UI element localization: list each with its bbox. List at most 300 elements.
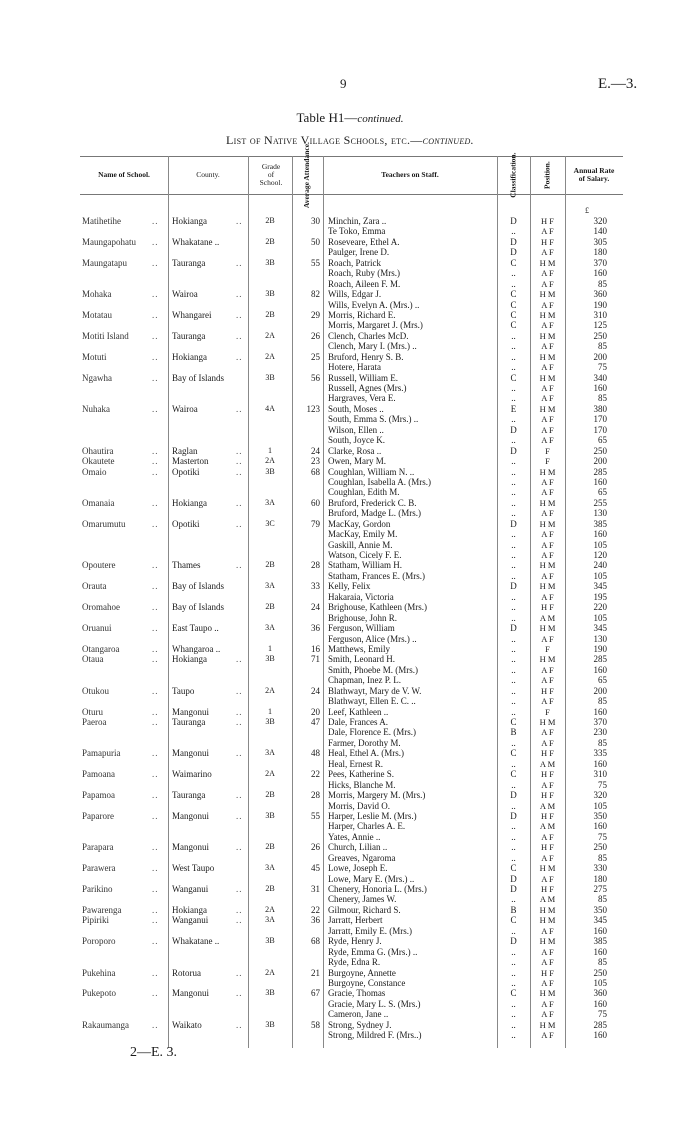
- salary: 75: [598, 779, 607, 790]
- table-row: [80, 519, 623, 529]
- classification: D: [510, 873, 517, 884]
- teacher-name: Watson, Cicely F. E.: [328, 550, 402, 560]
- position: H F: [541, 810, 554, 821]
- grade: 2B: [265, 884, 275, 893]
- salary: 85: [598, 341, 607, 352]
- average-attendance: 25: [311, 351, 320, 362]
- grade: 2A: [265, 685, 275, 695]
- salary: 285: [593, 466, 607, 477]
- teacher-name: Church, Lilian ..: [328, 842, 388, 853]
- position: A F: [541, 675, 554, 686]
- classification: ..: [511, 341, 516, 352]
- teacher-name: Coughlan, Edith M.: [328, 487, 400, 498]
- grade: 3B: [265, 289, 275, 299]
- salary: 105: [593, 612, 607, 623]
- teacher-name: Hakaraia, Victoria: [328, 591, 394, 602]
- table-row: [80, 258, 623, 268]
- classification: ..: [511, 362, 516, 373]
- position: A M: [539, 821, 556, 832]
- table-row: [80, 717, 623, 727]
- classification: C: [510, 769, 517, 780]
- position: H M: [539, 560, 556, 571]
- school-name: Paeroa ..: [82, 717, 166, 727]
- table-row: [80, 498, 623, 508]
- county: Hokianga ..: [172, 352, 250, 362]
- table-row: [80, 352, 623, 362]
- position: H M: [539, 289, 556, 300]
- teacher-name: Heal, Ethel A. (Mrs.): [328, 748, 404, 759]
- grade: 2A: [265, 904, 275, 914]
- salary: 160: [593, 706, 607, 717]
- salary: 75: [598, 831, 607, 842]
- teacher-name: Smith, Phoebe M. (Mrs.): [328, 664, 418, 675]
- school-name: Pamoana ..: [82, 769, 166, 779]
- teacher-name: Gracie, Mary L. S. (Mrs.): [328, 998, 421, 1009]
- salary: 380: [593, 403, 607, 414]
- table-row: [80, 435, 623, 445]
- classification: C: [510, 320, 517, 331]
- position: A F: [541, 320, 554, 331]
- average-attendance: 30: [311, 216, 320, 226]
- average-attendance: 26: [311, 842, 320, 853]
- salary: 385: [593, 936, 607, 947]
- table-subtitle: [0, 133, 700, 148]
- classification: ..: [511, 706, 516, 717]
- county: Hokianga ..: [172, 498, 250, 508]
- classification: C: [510, 299, 517, 310]
- table-row: [80, 508, 623, 518]
- average-attendance: 16: [311, 643, 320, 654]
- teacher-name: Ferguson, William: [328, 623, 395, 634]
- classification: ..: [511, 842, 516, 853]
- table-row: [80, 832, 623, 842]
- average-attendance: 79: [311, 518, 320, 529]
- table-body: [80, 216, 623, 1041]
- salary: 350: [593, 810, 607, 821]
- position: A F: [541, 957, 554, 968]
- position: H M: [539, 518, 556, 529]
- teacher-name: MacKay, Gordon: [328, 518, 391, 529]
- position: H M: [539, 988, 556, 999]
- header-name-of-school: Name of School.: [98, 169, 150, 179]
- teacher-name: Lowe, Joseph E.: [328, 863, 388, 874]
- classification: ..: [511, 1009, 516, 1020]
- county: Wairoa ..: [172, 289, 250, 299]
- classification: C: [510, 289, 517, 300]
- position: A F: [541, 570, 554, 581]
- teacher-name: Russell, Agnes (Mrs.): [328, 383, 407, 393]
- salary: 350: [593, 904, 607, 915]
- classification: ..: [511, 831, 516, 842]
- classification: ..: [511, 466, 516, 477]
- county: Rotorua ..: [172, 968, 250, 978]
- position: F: [545, 706, 550, 717]
- position: A F: [541, 946, 554, 957]
- position: H M: [539, 654, 556, 665]
- classification: ..: [511, 268, 516, 279]
- table-row: [80, 926, 623, 936]
- position: A F: [541, 727, 554, 738]
- school-name: Motiti Island ..: [82, 331, 166, 341]
- average-attendance: 24: [311, 685, 320, 696]
- header-bottom-rule: [80, 194, 623, 195]
- grade: 4A: [265, 403, 275, 413]
- position: A F: [541, 550, 554, 560]
- table-row: [80, 362, 623, 372]
- county: Opotiki ..: [172, 467, 250, 477]
- position: A F: [541, 226, 554, 237]
- table-row: [80, 968, 623, 978]
- county: Masterton ..: [172, 456, 250, 466]
- average-attendance: 55: [311, 257, 320, 268]
- table-row: [80, 842, 623, 852]
- grade: 2B: [265, 842, 275, 852]
- grade: 3B: [265, 1019, 275, 1029]
- county: Hokianga ..: [172, 905, 250, 915]
- classification: D: [510, 790, 517, 801]
- teacher-name: Roseveare, Ethel A.: [328, 236, 400, 247]
- classification: B: [510, 904, 517, 915]
- classification: ..: [511, 643, 516, 654]
- position: A F: [541, 977, 554, 988]
- header-grade: Grade of School.: [259, 161, 283, 188]
- school-name: Motatau ..: [82, 310, 166, 320]
- grade: 1: [268, 706, 272, 716]
- teacher-name: Wills, Edgar J.: [328, 289, 382, 300]
- salary: 160: [593, 946, 607, 957]
- table-row: [80, 894, 623, 904]
- table-row: [80, 310, 623, 320]
- grade: 2B: [265, 309, 275, 319]
- table-row: [80, 1009, 623, 1019]
- table-row: [80, 863, 623, 873]
- average-attendance: 29: [311, 309, 320, 320]
- teacher-name: Heal, Ernest R.: [328, 758, 383, 769]
- county: Tauranga ..: [172, 331, 250, 341]
- table-row: [80, 456, 623, 466]
- county: Hokianga ..: [172, 216, 250, 226]
- salary: 105: [593, 800, 607, 811]
- grade: 3C: [265, 518, 275, 528]
- average-attendance: 67: [311, 988, 320, 999]
- teacher-name: Blathwayt, Mary de V. W.: [328, 685, 422, 696]
- table-row: [80, 696, 623, 706]
- teacher-name: Chapman, Inez P. L.: [328, 675, 401, 686]
- table-row: [80, 341, 623, 351]
- teacher-name: Clarke, Rosa ..: [328, 445, 382, 456]
- table-row: [80, 592, 623, 602]
- teacher-name: Dale, Frances A.: [328, 717, 388, 727]
- grade: 3B: [265, 988, 275, 998]
- salary: 160: [593, 268, 607, 279]
- county: Whangaroa ..: [172, 643, 221, 654]
- table-row: [80, 978, 623, 988]
- salary: 160: [593, 925, 607, 936]
- grade: 2B: [265, 790, 275, 800]
- salary: 160: [593, 383, 607, 393]
- teacher-name: Morris, Margaret J. (Mrs.): [328, 320, 423, 331]
- teacher-name: Gracie, Thomas: [328, 988, 386, 999]
- classification: ..: [511, 664, 516, 675]
- position: H M: [539, 497, 556, 508]
- table-row: [80, 320, 623, 330]
- classification: C: [510, 257, 517, 268]
- salary: 200: [593, 456, 607, 467]
- county: Wanganui ..: [172, 884, 250, 894]
- salary: 105: [593, 977, 607, 988]
- average-attendance: 24: [311, 445, 320, 456]
- salary: 345: [593, 915, 607, 926]
- table-row: [80, 957, 623, 967]
- teacher-name: Ferguson, Alice (Mrs.) ..: [328, 633, 417, 644]
- salary: 160: [593, 758, 607, 769]
- position: A F: [541, 737, 554, 748]
- teacher-name: Burgoyne, Annette: [328, 967, 396, 978]
- salary: 310: [593, 309, 607, 320]
- table-row: [80, 988, 623, 998]
- position: H F: [541, 216, 554, 226]
- classification: ..: [511, 925, 516, 936]
- county: Taupo ..: [172, 686, 250, 696]
- teacher-name: Wills, Evelyn A. (Mrs.) ..: [328, 299, 420, 310]
- table-row: [80, 529, 623, 539]
- position: H M: [539, 372, 556, 383]
- teacher-name: Bruford, Frederick C. B.: [328, 497, 417, 508]
- county: Wanganui ..: [172, 915, 250, 925]
- position: A F: [541, 925, 554, 936]
- county: Mangonui ..: [172, 707, 250, 717]
- teacher-name: Bruford, Madge L. (Mrs.): [328, 508, 421, 519]
- teacher-name: Greaves, Ngaroma: [328, 852, 396, 863]
- position: A F: [541, 278, 554, 289]
- county: Tauranga ..: [172, 258, 250, 268]
- table-row: [80, 467, 623, 477]
- average-attendance: 28: [311, 790, 320, 801]
- county: Whakatane ..: [172, 236, 220, 247]
- grade: 3A: [265, 497, 275, 507]
- position: A F: [541, 247, 554, 258]
- position: H M: [539, 330, 556, 341]
- table-row: [80, 404, 623, 414]
- county: Tauranga ..: [172, 790, 250, 800]
- table-row: [80, 237, 623, 247]
- teacher-name: Hotere, Harata: [328, 362, 381, 373]
- salary: 255: [593, 497, 607, 508]
- position: H M: [539, 936, 556, 947]
- table-row: [80, 331, 623, 341]
- table-row: [80, 874, 623, 884]
- teacher-name: Roach, Aileen F. M.: [328, 278, 401, 289]
- table-row: [80, 550, 623, 560]
- salary: 285: [593, 1019, 607, 1030]
- position: A M: [539, 800, 556, 811]
- table-row: [80, 905, 623, 915]
- position: H M: [539, 623, 556, 634]
- table-row: [80, 446, 623, 456]
- classification: D: [510, 884, 517, 894]
- salary: 180: [593, 247, 607, 258]
- position: A M: [539, 894, 556, 905]
- teacher-name: Blathwayt, Ellen E. C. ..: [328, 696, 416, 707]
- county: East Taupo ..: [172, 623, 219, 634]
- salary: 250: [593, 445, 607, 456]
- teacher-name: Chenery, James W.: [328, 894, 397, 905]
- average-attendance: 21: [311, 967, 320, 978]
- table-row: [80, 769, 623, 779]
- table-row: [80, 1020, 623, 1030]
- classification: ..: [511, 654, 516, 665]
- classification: ..: [511, 894, 516, 905]
- table-row: [80, 801, 623, 811]
- school-name: Pukepoto ..: [82, 988, 166, 998]
- table-row: [80, 1030, 623, 1040]
- table-row: [80, 623, 623, 633]
- position: A F: [541, 1009, 554, 1020]
- position: A F: [541, 414, 554, 425]
- classification: ..: [511, 946, 516, 957]
- classification: ..: [511, 612, 516, 623]
- teacher-name: Strong, Sydney J.: [328, 1019, 392, 1030]
- school-name: Opoutere ..: [82, 560, 166, 570]
- currency-symbol: £: [585, 206, 589, 215]
- grade: 2B: [265, 236, 275, 246]
- classification: ..: [511, 456, 516, 467]
- position: A F: [541, 1030, 554, 1041]
- average-attendance: 123: [306, 403, 320, 414]
- teacher-name: Wilson, Ellen ..: [328, 424, 384, 435]
- teacher-name: Chenery, Honoria L. (Mrs.): [328, 884, 427, 894]
- county: Mangonui ..: [172, 811, 250, 821]
- teacher-name: Morris, David O.: [328, 800, 390, 811]
- school-name: Maungapohatu ..: [82, 237, 166, 247]
- table-row: [80, 216, 623, 226]
- classification: ..: [511, 821, 516, 832]
- table-row: [80, 853, 623, 863]
- table-row: [80, 707, 623, 717]
- average-attendance: 50: [311, 236, 320, 247]
- salary: 240: [593, 560, 607, 571]
- teacher-name: Ryde, Henry J.: [328, 936, 382, 947]
- position: A F: [541, 508, 554, 519]
- table-row: [80, 727, 623, 737]
- table-row: [80, 425, 623, 435]
- classification: C: [510, 717, 517, 727]
- table-row: [80, 759, 623, 769]
- salary: 180: [593, 873, 607, 884]
- table-row: [80, 268, 623, 278]
- school-name: Ngawha ..: [82, 373, 166, 383]
- table-row: [80, 571, 623, 581]
- grade: 3B: [265, 372, 275, 382]
- position: A F: [541, 268, 554, 279]
- teacher-name: Morris, Richard E.: [328, 309, 396, 320]
- average-attendance: 26: [311, 330, 320, 341]
- table-row: [80, 414, 623, 424]
- position: F: [545, 456, 550, 467]
- average-attendance: 23: [311, 456, 320, 467]
- teacher-name: South, Moses ..: [328, 403, 384, 414]
- salary: 335: [593, 748, 607, 759]
- position: H M: [539, 581, 556, 592]
- classification: ..: [511, 685, 516, 696]
- teacher-name: Harper, Charles A. E.: [328, 821, 406, 832]
- grade: 3A: [265, 623, 275, 633]
- county: Mangonui ..: [172, 988, 250, 998]
- header-classification-label: Classification.: [508, 152, 518, 198]
- classification: ..: [511, 779, 516, 790]
- salary: 75: [598, 1009, 607, 1020]
- grade: 2A: [265, 967, 275, 977]
- classification: D: [510, 247, 517, 258]
- table-row: [80, 821, 623, 831]
- teacher-name: Ryde, Edna R.: [328, 957, 381, 968]
- classification: ..: [511, 675, 516, 686]
- grade: 3B: [265, 717, 275, 726]
- classification: C: [510, 988, 517, 999]
- table-row: [80, 226, 623, 236]
- position: A F: [541, 852, 554, 863]
- average-attendance: 58: [311, 1019, 320, 1030]
- classification: D: [510, 581, 517, 592]
- table-title-continued: continued.: [357, 113, 404, 125]
- teacher-name: Jarratt, Emily E. (Mrs.): [328, 925, 412, 936]
- table-row: [80, 665, 623, 675]
- average-attendance: 60: [311, 497, 320, 508]
- classification: ..: [511, 737, 516, 748]
- teacher-name: Matthews, Emily: [328, 643, 390, 654]
- position: H F: [541, 748, 554, 759]
- position: H F: [541, 790, 554, 801]
- salary: 75: [598, 362, 607, 373]
- position: H F: [541, 769, 554, 780]
- classification: ..: [511, 758, 516, 769]
- position: H F: [541, 236, 554, 247]
- county: Mangonui ..: [172, 842, 250, 852]
- salary: 85: [598, 894, 607, 905]
- table-row: [80, 675, 623, 685]
- school-name: Mohaka ..: [82, 289, 166, 299]
- school-name: Otaua ..: [82, 654, 166, 664]
- teacher-name: Roach, Ruby (Mrs.): [328, 268, 400, 279]
- position: F: [545, 445, 550, 456]
- table-row: [80, 644, 623, 654]
- table-row: [80, 780, 623, 790]
- classification: ..: [511, 351, 516, 362]
- average-attendance: 36: [311, 915, 320, 926]
- average-attendance: 31: [311, 884, 320, 894]
- teacher-name: Farmer, Dorothy M.: [328, 737, 401, 748]
- salary: 85: [598, 957, 607, 968]
- average-attendance: 28: [311, 560, 320, 571]
- teacher-name: Ryde, Emma G. (Mrs.) ..: [328, 946, 418, 957]
- salary: 130: [593, 508, 607, 519]
- table-title-main: Table H1—: [296, 110, 358, 125]
- table-row: [80, 289, 623, 299]
- teacher-name: Hicks, Blanche M.: [328, 779, 396, 790]
- position: H M: [539, 1019, 556, 1030]
- grade: 2A: [265, 456, 275, 466]
- salary: 190: [593, 643, 607, 654]
- salary: 85: [598, 278, 607, 289]
- position: A F: [541, 341, 554, 352]
- salary: 85: [598, 852, 607, 863]
- teacher-name: Yates, Annie ..: [328, 831, 381, 842]
- teacher-name: Hargraves, Vera E.: [328, 393, 396, 404]
- school-name: Parawera ..: [82, 863, 166, 873]
- teacher-name: Bruford, Henry S. B.: [328, 351, 404, 362]
- teacher-name: Jarratt, Herbert: [328, 915, 383, 926]
- position: A F: [541, 424, 554, 435]
